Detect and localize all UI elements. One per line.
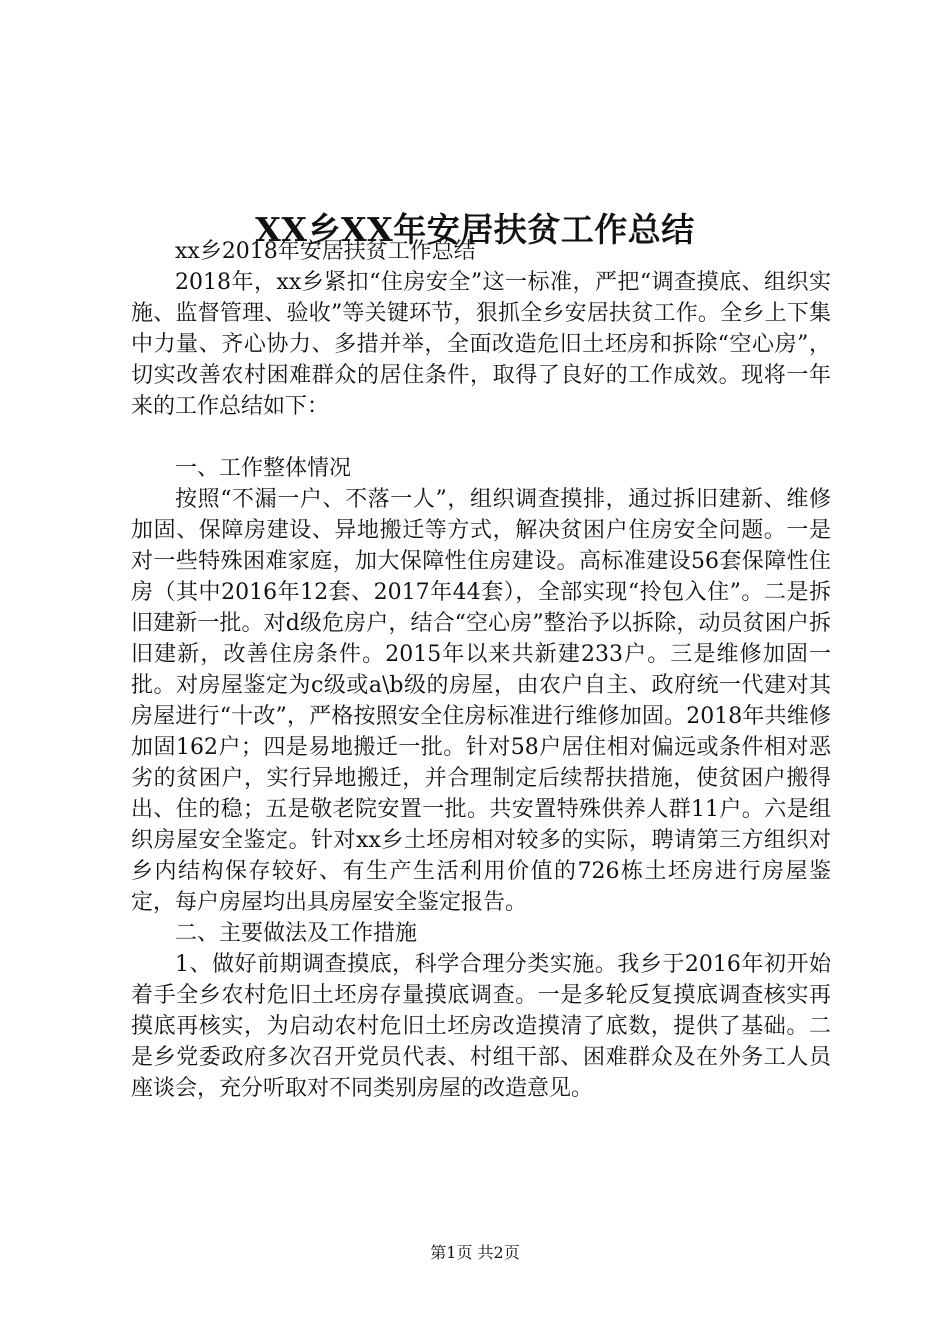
page-footer: 第1页 共2页 — [430, 1243, 520, 1262]
document-body — [131, 236, 831, 1104]
section-heading-measures: 二、主要做法及工作措施 — [175, 921, 418, 946]
intro-paragraph: 2018年，xx乡紧扣“住房安全”这一标准，严把“调查摸底、组织实施、监督管理、验收”等关键环节，狠抓全乡安居扶贫工作。全乡上下集中力量、齐心协力、多措并举，全面改造危旧土坯房和拆除“空心房”，切实改善农村困难群众的居住条件，取得了良好的工作成效。现将一年来的工作总结如下： — [131, 270, 831, 419]
section-heading-overview: 一、工作整体情况 — [175, 456, 352, 481]
overview-paragraph: 按照“不漏一户、不落一人”，组织调查摸排，通过拆旧建新、维修加固、保障房建设、异地搬迁等方式，解决贫困户住房安全问题。一是对一些特殊困难家庭，加大保障性住房建设。高标准建设56套保障性住房（其中2016年12套、2017年44套），全部实现“拎包入住”。二是拆旧建新一批。对d级危房户，结合“空心房”整治予以拆除，动员贫困户拆旧建新，改善住房条件。2015年以来共新建233户。三是维修加固一批。对房屋鉴定为c级或a\b级的房屋，由农户自主、政府统一代建对其房屋进行“十改”，严格按照安全住房标准进行维修加固。2018年共维修加固162户；四是易地搬迁一批。针对58户居住相对偏远或条件相对恶劣的贫困户，实行异地搬迁，并合理制定后续帮扶措施，使贫困户搬得出、住的稳；五是敬老院安置一批。共安置特殊供养人群11户。六是组织房屋安全鉴定。针对xx乡土坯房相对较多的实际，聘请第三方组织对乡内结构保存较好、有生产生活利用价值的726栋土坯房进行房屋鉴定，每户房屋均出具房屋安全鉴定报告。 — [131, 487, 831, 915]
measures-paragraph: 1、做好前期调查摸底，科学合理分类实施。我乡于2016年初开始着手全乡农村危旧土坯房存量摸底调查。一是多轮反复摸底调查核实再摸底再核实，为启动农村危旧土坯房改造摸清了底数，提供了基础。二是乡党委政府多次召开党员代表、村组干部、困难群众及在外务工人员座谈会，充分听取对不同类别房屋的改造意见。 — [131, 952, 831, 1101]
document-title: XX乡XX年安居扶贫工作总结 — [255, 210, 695, 250]
subtitle-paragraph: xx乡2018年安居扶贫工作总结 — [175, 239, 476, 264]
